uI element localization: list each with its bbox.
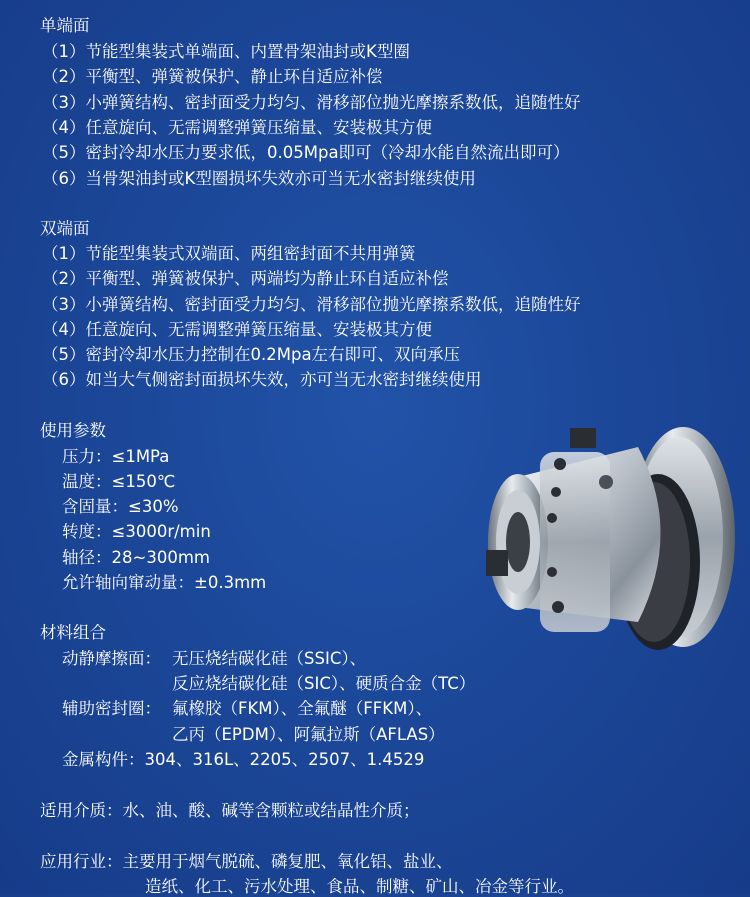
industry-line-1: 应用行业：主要用于烟气脱硫、磷复肥、氧化铝、盐业、 [40,852,453,871]
param-axial-movement: 允许轴向窜动量：±0.3mm [62,573,267,592]
materials-face-line-1: 无压烧结碳化硅（SSIC）、 [172,649,367,668]
single-item-2: （2）平衡型、弹簧被保护、静止环自适应补偿 [42,67,383,86]
double-heading: 双端面 [40,219,90,238]
params-heading: 使用参数 [40,421,106,440]
materials-seal-line-1: 氟橡胶（FKM）、全氟醚（FFKM）、 [172,699,433,718]
double-item-2: （2）平衡型、弹簧被保护、两端均为静止环自适应补偿 [42,269,449,288]
single-heading: 单端面 [40,16,90,35]
param-shaft-diameter: 轴径：28~300mm [62,548,210,567]
mechanical-seal-image [478,422,736,652]
single-item-4: （4）任意旋向、无需调整弹簧压缩量、安装极其方便 [42,118,432,137]
param-speed: 转度：≤3000r/min [62,522,211,541]
param-solids: 含固量：≤30% [62,497,179,516]
single-item-1: （1）节能型集装式单端面、内置骨架油封或K型圈 [42,42,410,61]
double-item-4: （4）任意旋向、无需调整弹簧压缩量、安装极其方便 [42,320,432,339]
single-item-5: （5）密封冷却水压力要求低，0.05Mpa即可（冷却水能自然流出即可） [42,143,570,162]
materials-seal-label: 辅助密封圈： [62,699,161,718]
double-item-5: （5）密封冷却水压力控制在0.2Mpa左右即可、双向承压 [42,345,461,364]
media-line: 适用介质：水、油、酸、碱等含颗粒或结晶性介质； [40,801,420,820]
materials-face-line-2: 反应烧结碳化硅（SIC）、硬质合金（TC） [172,674,476,693]
double-item-6: （6）如当大气侧密封面损坏失效，亦可当无水密封继续使用 [42,370,482,389]
double-item-3: （3）小弹簧结构、密封面受力均匀、滑移部位抛光摩擦系数低，追随性好 [42,295,581,314]
materials-face-label: 动静摩擦面： [62,649,161,668]
materials-seal-line-2: 乙丙（EPDM）、阿氟拉斯（AFLAS） [172,725,445,744]
materials-heading: 材料组合 [40,623,106,642]
double-item-1: （1）节能型集装式双端面、两组密封面不共用弹簧 [42,244,416,263]
param-pressure: 压力：≤1MPa [62,447,170,466]
single-item-3: （3）小弹簧结构、密封面受力均匀、滑移部位抛光摩擦系数低，追随性好 [42,93,581,112]
single-item-6: （6）当骨架油封或K型圈损坏失效亦可当无水密封继续使用 [42,169,476,188]
materials-metal-line: 金属构件：304、316L、2205、2507、1.4529 [62,750,425,769]
industry-line-2: 造纸、化工、污水处理、食品、制糖、矿山、冶金等行业。 [145,877,574,896]
param-temperature: 温度：≤150℃ [62,472,176,491]
